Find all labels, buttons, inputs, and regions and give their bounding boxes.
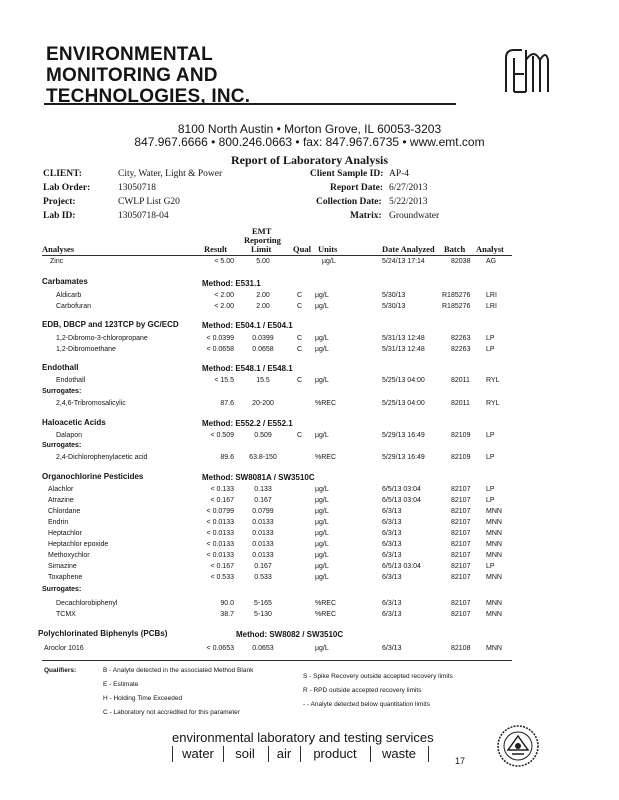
header-analyst: Analyst (476, 244, 504, 254)
units: µg/L (315, 563, 329, 570)
reporting-limit: 0.0133 (252, 530, 274, 537)
qualifier-h: H - Holding Time Exceeded (103, 695, 183, 702)
batch: 82107 (451, 508, 471, 515)
units: µg/L (315, 552, 329, 559)
analyte-name: Dalapon (56, 432, 83, 439)
section-heading: Carbamates (42, 277, 88, 286)
qualifier-b: B - Analyte detected in the associated Method Blank (103, 667, 254, 674)
date-analyzed: 6/3/13 (382, 541, 402, 548)
reporting-limit: 0.133 (254, 486, 272, 493)
project-label: Project: (43, 197, 76, 207)
batch: 82107 (451, 600, 471, 607)
result-value: 90.0 (220, 600, 234, 607)
qualifier-s: S - Spike Recovery outside accepted recovery limits (303, 673, 453, 680)
section-heading: Organochlorine Pesticides (42, 472, 144, 481)
report-date-label: Report Date: (330, 183, 384, 193)
batch: 82108 (451, 645, 471, 652)
client-label: CLIENT: (43, 169, 82, 179)
footer-word-water: water (172, 746, 224, 762)
result-value: < 0.0799 (206, 508, 234, 515)
result-value: 87.6 (220, 400, 234, 407)
analyst: LP (486, 346, 495, 353)
reporting-limit: 0.0399 (252, 335, 274, 342)
analyte-name: 1,2-Dibromo-3-chloropropane (56, 335, 148, 342)
method-label: Method: E504.1 / E504.1 (202, 321, 293, 330)
analyte-name: Endothall (56, 377, 86, 384)
analyte-name: Chlordane (48, 508, 81, 515)
analyst: RYL (486, 377, 500, 384)
qualifier-e: E - Estimate (103, 681, 139, 688)
surrogates-label: Surrogates: (42, 442, 82, 449)
units: µg/L (315, 335, 329, 342)
analyte-name: Methoxychlor (48, 552, 90, 559)
units: %REC (315, 600, 337, 607)
company-contact: 847.967.6666 • 800.246.0663 • fax: 847.967.6735 • www.emt.com (134, 135, 485, 149)
result-value: < 2.00 (214, 292, 234, 299)
emt-logo-icon (500, 44, 552, 98)
date-analyzed: 5/30/13 (382, 303, 406, 310)
batch: 82107 (451, 519, 471, 526)
header-units: Units (318, 244, 338, 254)
table-row (42, 454, 582, 464)
result-value: < 0.167 (210, 563, 234, 570)
analyte-name: Zinc (50, 258, 64, 265)
section-heading: Endothall (42, 363, 79, 372)
batch: 82107 (451, 486, 471, 493)
reporting-limit: 5-130 (254, 611, 272, 618)
units: µg/L (315, 292, 329, 299)
reporting-limit: 0.0133 (252, 541, 274, 548)
footer-word-product: product (300, 746, 371, 762)
units: µg/L (315, 574, 329, 581)
method-label: Method: SW8081A / SW3510C (202, 473, 315, 482)
matrix-label: Matrix: (350, 211, 382, 221)
company-address: 8100 North Austin • Morton Grove, IL 60053-3203 (177, 122, 442, 136)
header-analyses: Analyses (42, 244, 75, 254)
qualifiers-label: Qualifiers: (44, 667, 77, 674)
table-row (42, 541, 582, 551)
table-row (42, 574, 582, 584)
result-value: < 0.0133 (206, 530, 234, 537)
table-row (42, 645, 582, 655)
batch: 82107 (451, 497, 471, 504)
units: %REC (315, 454, 337, 461)
method-label: Method: SW8082 / SW3510C (236, 630, 344, 639)
units: µg/L (315, 486, 329, 493)
analyst: MNN (486, 530, 502, 537)
result-value: < 15.5 (214, 377, 234, 384)
result-value: < 0.0133 (206, 519, 234, 526)
qualifier: C (297, 292, 303, 299)
batch: 82107 (451, 541, 471, 548)
analyte-name: Aroclor 1016 (44, 645, 84, 652)
section-heading: Polychlorinated Biphenyls (PCBs) (38, 629, 168, 638)
sample-id-label: Client Sample ID: (310, 169, 384, 179)
batch: 82107 (451, 611, 471, 618)
date-analyzed: 6/5/13 03:04 (382, 563, 421, 570)
reporting-limit: 0.167 (254, 563, 272, 570)
batch: 82109 (451, 454, 471, 461)
batch: 82107 (451, 552, 471, 559)
table-row (42, 497, 582, 507)
units: µg/L (315, 432, 329, 439)
client-value: City, Water, Light & Power (118, 169, 223, 179)
result-value: < 0.509 (210, 432, 234, 439)
collection-date-value: 5/22/2013 (389, 197, 428, 207)
collection-date-label: Collection Date: (316, 197, 382, 207)
date-analyzed: 5/31/13 12:48 (382, 335, 425, 342)
analyte-name: Endrin (48, 519, 69, 526)
analyst: LP (486, 563, 495, 570)
footer-word-air: air (268, 746, 301, 762)
units: µg/L (315, 508, 329, 515)
analyte-name: Atrazine (48, 497, 74, 504)
reporting-limit: 0.0653 (252, 645, 274, 652)
date-analyzed: 5/29/13 16:49 (382, 454, 425, 461)
analyte-name: Carbofuran (56, 303, 92, 310)
units: µg/L (315, 519, 329, 526)
header-reporting: Reporting (244, 235, 281, 245)
date-analyzed: 5/24/13 17:14 (382, 258, 425, 265)
qualifier: C (297, 377, 303, 384)
result-value: 38.7 (220, 611, 234, 618)
reporting-limit: 2.00 (256, 292, 270, 299)
header-result: Result (204, 244, 228, 254)
date-analyzed: 6/3/13 (382, 519, 402, 526)
date-analyzed: 6/3/13 (382, 600, 402, 607)
units: %REC (315, 611, 337, 618)
date-analyzed: 6/5/13 03:04 (382, 497, 421, 504)
date-analyzed: 5/25/13 04:00 (382, 400, 425, 407)
date-analyzed: 6/3/13 (382, 645, 402, 652)
analyst: RYL (486, 400, 500, 407)
units: %REC (315, 400, 337, 407)
analyst: MNN (486, 519, 502, 526)
analyst: MNN (486, 574, 502, 581)
date-analyzed: 5/30/13 (382, 292, 406, 299)
result-value: < 0.0399 (206, 335, 234, 342)
company-name-line: MONITORING AND (46, 65, 218, 86)
analyst: MNN (486, 552, 502, 559)
analyst: MNN (486, 600, 502, 607)
analyte-name: Toxaphene (48, 574, 83, 581)
report-title: Report of Laboratory Analysis (231, 153, 388, 167)
units: µg/L (315, 530, 329, 537)
reporting-limit: 0.0133 (252, 552, 274, 559)
batch: 82107 (451, 574, 471, 581)
qualifier: C (297, 335, 303, 342)
units: µg/L (315, 346, 329, 353)
analyst: LP (486, 497, 495, 504)
date-analyzed: 6/3/13 (382, 508, 402, 515)
analyst: MNN (486, 645, 502, 652)
batch: 82107 (451, 563, 471, 570)
company-name-line: ENVIRONMENTAL (46, 44, 213, 65)
header-batch: Batch (444, 244, 466, 254)
method-label: Method: E552.2 / E552.1 (202, 419, 293, 428)
analyte-name: 2,4,6-Tribromosalicylic (56, 400, 126, 407)
date-analyzed: 5/25/13 04:00 (382, 377, 425, 384)
reporting-limit: 2.00 (256, 303, 270, 310)
date-analyzed: 6/3/13 (382, 530, 402, 537)
result-value: < 0.533 (210, 574, 234, 581)
table-row (42, 563, 582, 573)
sample-id-value: AP-4 (389, 169, 410, 179)
analyst: LP (486, 335, 495, 342)
units: µg/L (315, 377, 329, 384)
batch: 82107 (451, 530, 471, 537)
batch: 82109 (451, 432, 471, 439)
company-name (46, 44, 250, 107)
reporting-limit: 0.167 (254, 497, 272, 504)
date-analyzed: 6/3/13 (382, 552, 402, 559)
qualifier-c: C - Laboratory not accredited for this parameter (103, 709, 240, 716)
reporting-limit: 15.5 (256, 377, 270, 384)
report-date-value: 6/27/2013 (389, 183, 428, 193)
header-date-analyzed: Date Analyzed (382, 244, 435, 254)
analyte-name: Heptachlor epoxide (48, 541, 109, 548)
units: µg/L (315, 303, 329, 310)
result-value: < 0.0658 (206, 346, 234, 353)
result-value: 89.6 (220, 454, 234, 461)
reporting-limit: 0.533 (254, 574, 272, 581)
result-value: < 0.0133 (206, 552, 234, 559)
header-rule (42, 255, 512, 256)
qualifier: C (297, 432, 303, 439)
footer-word-soil: soil (222, 746, 269, 762)
lab-id-value: 13050718-04 (118, 211, 169, 221)
header-rule (44, 103, 456, 105)
reporting-limit: 0.0658 (252, 346, 274, 353)
accreditation-seal-icon (496, 724, 540, 768)
analyst: AG (486, 258, 497, 265)
section-heading: EDB, DBCP and 123TCP by GC/ECD (42, 320, 179, 329)
analyte-name: Simazine (48, 563, 77, 570)
table-row (42, 258, 582, 268)
units: µg/L (315, 645, 329, 652)
header-qual: Qual (293, 244, 311, 254)
units: µg/L (322, 258, 336, 265)
analyte-name: 2,4-Dichlorophenylacetic acid (56, 454, 148, 461)
analyst: LRI (486, 292, 497, 299)
result-value: < 0.167 (210, 497, 234, 504)
qualifier: C (297, 303, 303, 310)
reporting-limit: 5-165 (254, 600, 272, 607)
result-value: < 0.0653 (206, 645, 234, 652)
analyst: MNN (486, 508, 502, 515)
batch: R185276 (442, 303, 471, 310)
reporting-limit: 0.0799 (252, 508, 274, 515)
units: µg/L (315, 541, 329, 548)
reporting-limit: 20-200 (252, 400, 274, 407)
lab-order-label: Lab Order: (43, 183, 91, 193)
header-limit: Limit (251, 244, 272, 254)
analyte-name: Alachlor (48, 486, 74, 493)
analyte-name: Heptachlor (48, 530, 82, 537)
analyst: MNN (486, 611, 502, 618)
table-row (42, 346, 582, 356)
reporting-limit: 5.00 (256, 258, 270, 265)
date-analyzed: 5/29/13 16:49 (382, 432, 425, 439)
result-value: < 2.00 (214, 303, 234, 310)
result-value: < 0.133 (210, 486, 234, 493)
batch: 82038 (451, 258, 471, 265)
reporting-limit: 0.0133 (252, 519, 274, 526)
table-row (42, 335, 582, 345)
table-bottom-rule (42, 660, 512, 661)
analyst: LRI (486, 303, 497, 310)
qualifier: C (297, 346, 303, 353)
lab-id-label: Lab ID: (43, 211, 76, 221)
batch: 82263 (451, 335, 471, 342)
batch: 82011 (451, 400, 470, 407)
company-name-line: TECHNOLOGIES, INC. (46, 86, 251, 107)
table-row (42, 303, 582, 313)
date-analyzed: 6/3/13 (382, 574, 402, 581)
method-label: Method: E548.1 / E548.1 (202, 364, 293, 373)
table-row (42, 600, 582, 610)
table-row (42, 508, 582, 518)
analyst: LP (486, 486, 495, 493)
reporting-limit: 63.8-150 (249, 454, 277, 461)
table-row (42, 611, 582, 621)
section-heading: Haloacetic Acids (42, 418, 106, 427)
analyst: LP (486, 454, 495, 461)
analyst: LP (486, 432, 495, 439)
project-value: CWLP List G20 (118, 197, 180, 207)
surrogates-label: Surrogates: (42, 586, 82, 593)
matrix-value: Groundwater (389, 211, 440, 221)
analyte-name: TCMX (56, 611, 76, 618)
analyte-name: Aldicarb (56, 292, 82, 299)
date-analyzed: 5/31/13 12:48 (382, 346, 425, 353)
batch: 82011 (451, 377, 470, 384)
table-row (42, 432, 582, 442)
qualifier-r: R - RPD outside accepted recovery limits (303, 687, 422, 694)
batch: 82263 (451, 346, 471, 353)
table-row (42, 519, 582, 529)
method-label: Method: E531.1 (202, 279, 261, 288)
date-analyzed: 6/5/13 03:04 (382, 486, 421, 493)
footer-word-waste: waste (370, 746, 429, 762)
date-analyzed: 6/3/13 (382, 611, 402, 618)
table-row (42, 552, 582, 562)
page-number: 17 (455, 756, 466, 766)
reporting-limit: 0.509 (254, 432, 272, 439)
analyte-name: 1,2-Dibromoethane (56, 346, 116, 353)
result-value: < 5.00 (214, 258, 234, 265)
batch: R185276 (442, 292, 471, 299)
table-row (42, 292, 582, 302)
table-row (42, 530, 582, 540)
lab-order-value: 13050718 (118, 183, 156, 193)
result-value: < 0.0133 (206, 541, 234, 548)
footer-tagline: environmental laboratory and testing services (172, 730, 434, 745)
analyst: MNN (486, 541, 502, 548)
analyte-name: Decachlorobiphenyl (56, 600, 118, 607)
qualifier-dash: - - Analyte detected below quantitation limits (303, 701, 430, 708)
header-emt: EMT (252, 226, 272, 236)
table-row (42, 400, 582, 410)
table-row (42, 377, 582, 387)
surrogates-label: Surrogates: (42, 388, 82, 395)
table-row (42, 486, 582, 496)
units: µg/L (315, 497, 329, 504)
